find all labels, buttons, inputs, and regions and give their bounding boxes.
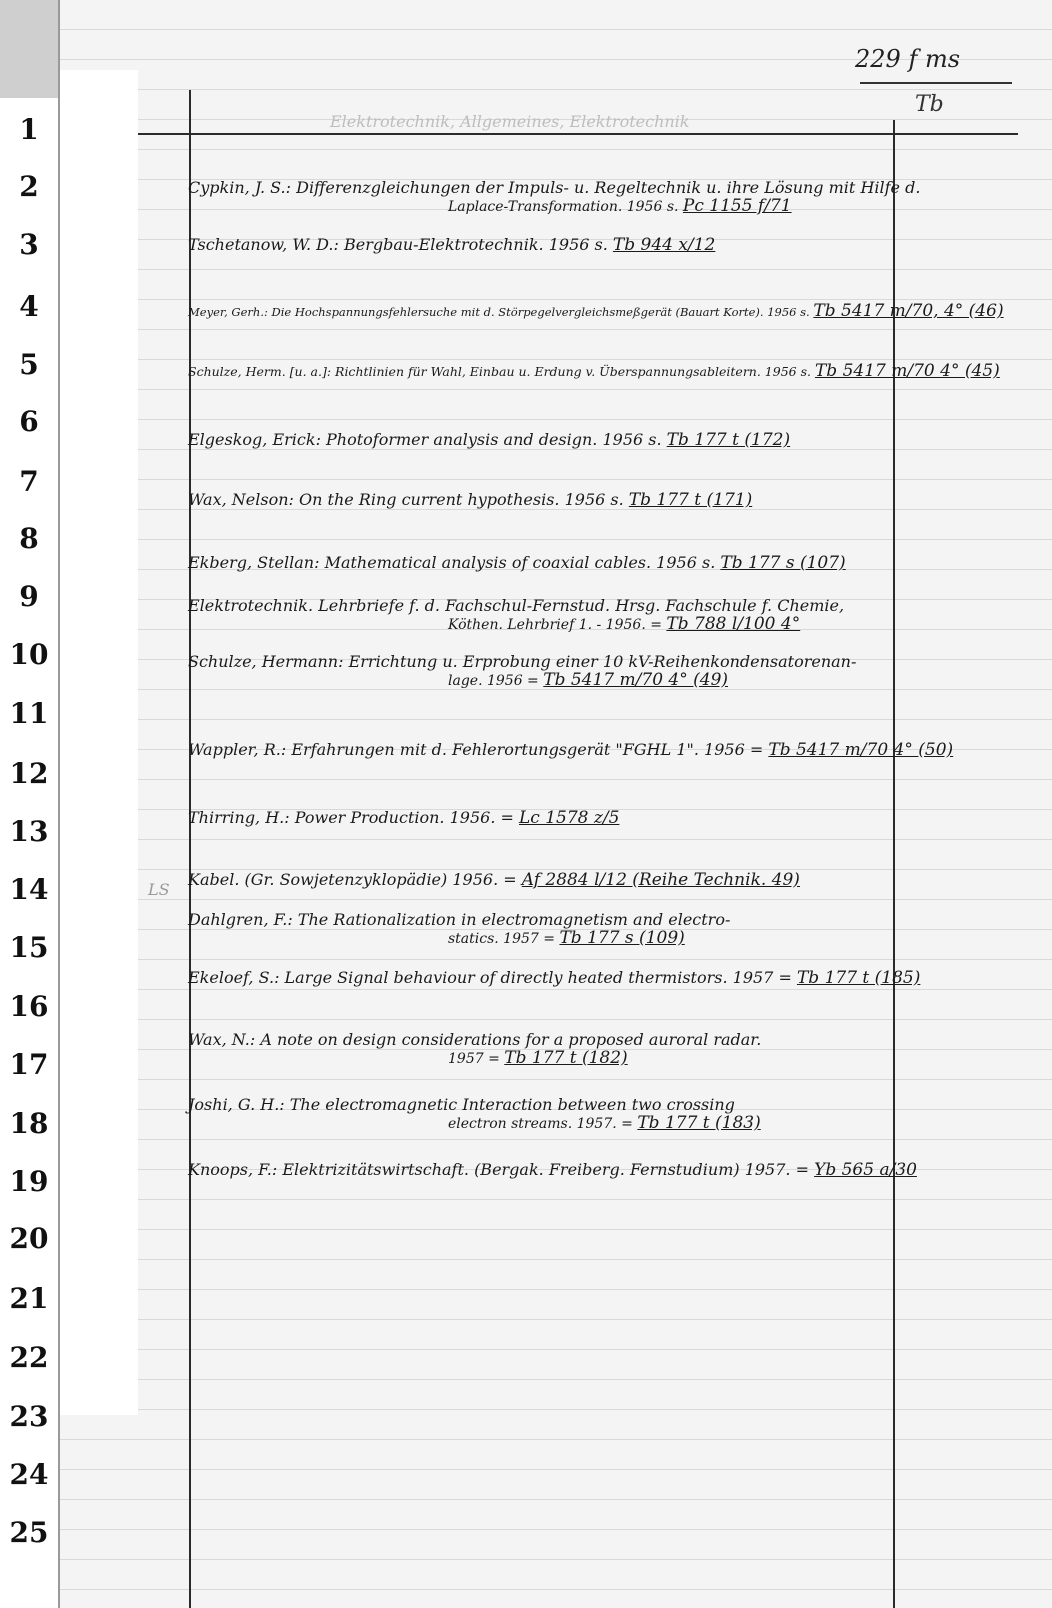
line-number: 19: [9, 1165, 49, 1198]
line-number: 7: [19, 465, 39, 498]
entry-text: Elektrotechnik. Lehrbriefe f. d. Fachschul-Fernstud. Hrsg. Fachschule f. Chemie,: [188, 596, 845, 615]
margin-mark: LS: [148, 880, 170, 899]
entry-text: Dahlgren, F.: The Rationalization in electromagnetism and electro-: [188, 910, 731, 929]
line-number: 6: [19, 405, 39, 438]
entry-text: Elgeskog, Erick: Photoformer analysis and design. 1956 s.: [188, 430, 662, 449]
entry-shelfmark: Tb 177 t (182): [504, 1048, 628, 1068]
right-vertical-rule: [893, 120, 895, 1608]
top-signature: Tb: [915, 92, 944, 117]
entry-continuation: 1957 =: [448, 1051, 500, 1067]
entry-shelfmark: Tb 177 t (171): [628, 490, 753, 510]
entry-text: Thirring, H.: Power Production. 1956. =: [188, 808, 514, 827]
top-note: 229 f ms: [855, 45, 961, 73]
line-number: 23: [9, 1400, 49, 1433]
catalog-entry: [188, 1095, 1023, 1134]
line-number: 14: [9, 873, 49, 906]
entry-continuation: statics. 1957 =: [448, 931, 555, 947]
line-number: 3: [19, 228, 39, 261]
catalog-entry: [188, 430, 1023, 450]
top-note-underline: [860, 82, 1012, 84]
entry-shelfmark: Tb 5417 m/70 4° (49): [543, 670, 729, 690]
entry-text: Wax, N.: A note on design considerations for a proposed auroral radar.: [188, 1030, 762, 1049]
entry-continuation: Köthen. Lehrbrief 1. - 1956. =: [448, 617, 662, 633]
entry-text: Knoops, F.: Elektrizitätswirtschaft. (Bergak. Freiberg. Fernstudium) 1957. =: [188, 1160, 809, 1179]
entry-text: Schulze, Hermann: Errichtung u. Erprobung einer 10 kV-Reihenkondensatorenan-: [188, 652, 857, 671]
catalog-entry: [188, 910, 1023, 949]
entry-shelfmark: Tb 788 l/100 4°: [666, 614, 801, 634]
catalog-entry: [188, 652, 1023, 691]
catalog-entry: [188, 490, 1023, 510]
entry-shelfmark: Tb 944 x/12: [612, 235, 716, 255]
entry-text: Tschetanow, W. D.: Bergbau-Elektrotechnik. 1956 s.: [188, 235, 608, 254]
line-number: 16: [9, 990, 49, 1023]
entry-shelfmark: Af 2884 l/12 (Reihe Technik. 49): [521, 870, 800, 890]
catalog-entry: [188, 178, 1023, 217]
entry-shelfmark: Lc 1578 z/5: [519, 808, 620, 828]
entry-text: Wax, Nelson: On the Ring current hypothesis. 1956 s.: [188, 490, 624, 509]
entry-text: Ekberg, Stellan: Mathematical analysis of coaxial cables. 1956 s.: [188, 553, 716, 572]
line-number: 21: [9, 1282, 49, 1315]
catalog-entry: [188, 302, 1023, 322]
faint-page-header: Elektrotechnik, Allgemeines, Elektrotechnik: [330, 112, 690, 131]
entry-shelfmark: Tb 177 t (185): [796, 968, 921, 988]
catalog-entry: [188, 553, 1023, 573]
line-number: 4: [19, 290, 39, 323]
entry-continuation: electron streams. 1957. =: [448, 1116, 633, 1132]
line-number: 13: [9, 815, 49, 848]
entry-continuation: lage. 1956 =: [448, 673, 539, 689]
margin-panel: [60, 70, 138, 1415]
entry-shelfmark: Tb 177 s (107): [720, 553, 846, 573]
line-number: 5: [19, 348, 39, 381]
entry-continuation: Laplace-Transformation. 1956 s.: [448, 199, 679, 215]
entry-text: Meyer, Gerh.: Die Hochspannungsfehlersuche mit d. Störpegelvergleichsmeßgerät (Bauart Korte). 1956 s.: [188, 305, 810, 319]
entry-shelfmark: Tb 5417 m/70 4° (45): [814, 361, 1000, 381]
line-number: 18: [9, 1107, 49, 1140]
catalog-entry: [188, 968, 1023, 988]
line-number: 8: [19, 522, 39, 555]
catalog-entry: [188, 362, 1023, 381]
catalog-entry: [188, 1160, 1023, 1180]
gutter-header-block: [0, 0, 58, 98]
catalog-entry: [188, 596, 1023, 635]
entry-shelfmark: Tb 5417 m/70, 4° (46): [813, 301, 1004, 321]
line-number: 9: [19, 580, 39, 613]
catalog-entry: [188, 1030, 1023, 1069]
catalog-entry: [188, 808, 1023, 828]
entry-text: Joshi, G. H.: The electromagnetic Interaction between two crossing: [188, 1095, 735, 1114]
line-number: 10: [9, 638, 49, 671]
entry-shelfmark: Tb 177 t (172): [666, 430, 791, 450]
line-number: 22: [9, 1341, 49, 1374]
line-number: 12: [9, 757, 49, 790]
line-number: 2: [19, 170, 39, 203]
entry-shelfmark: Tb 5417 m/70 4° (50): [768, 740, 954, 760]
header-rule: [138, 133, 1018, 135]
entry-text: Kabel. (Gr. Sowjetenzyklopädie) 1956. =: [188, 870, 517, 889]
entry-text: Wappler, R.: Erfahrungen mit d. Fehlerortungsgerät "FGHL 1". 1956 =: [188, 740, 764, 759]
catalog-entry: [188, 740, 1023, 760]
line-number: 1: [19, 113, 39, 146]
entry-shelfmark: Yb 565 a/30: [814, 1160, 917, 1180]
catalog-entry: [188, 870, 1023, 890]
line-number: 20: [9, 1222, 49, 1255]
entry-text: Cypkin, J. S.: Differenzgleichungen der Impuls- u. Regeltechnik u. ihre Lösung mit Hilfe d.: [188, 178, 921, 197]
line-number: 25: [9, 1516, 49, 1549]
line-number: 17: [9, 1048, 49, 1081]
catalog-entry: [188, 235, 1023, 255]
entry-shelfmark: Tb 177 t (183): [637, 1113, 761, 1133]
line-number: 11: [9, 697, 49, 730]
line-number: 15: [9, 931, 49, 964]
entry-shelfmark: Pc 1155 f/71: [682, 196, 792, 216]
line-number: 24: [9, 1458, 49, 1491]
entry-shelfmark: Tb 177 s (109): [559, 928, 685, 948]
entry-text: Ekeloef, S.: Large Signal behaviour of directly heated thermistors. 1957 =: [188, 968, 792, 987]
entry-text: Schulze, Herm. [u. a.]: Richtlinien für Wahl, Einbau u. Erdung v. Überspannungsableitern. 1956 s.: [188, 364, 811, 379]
